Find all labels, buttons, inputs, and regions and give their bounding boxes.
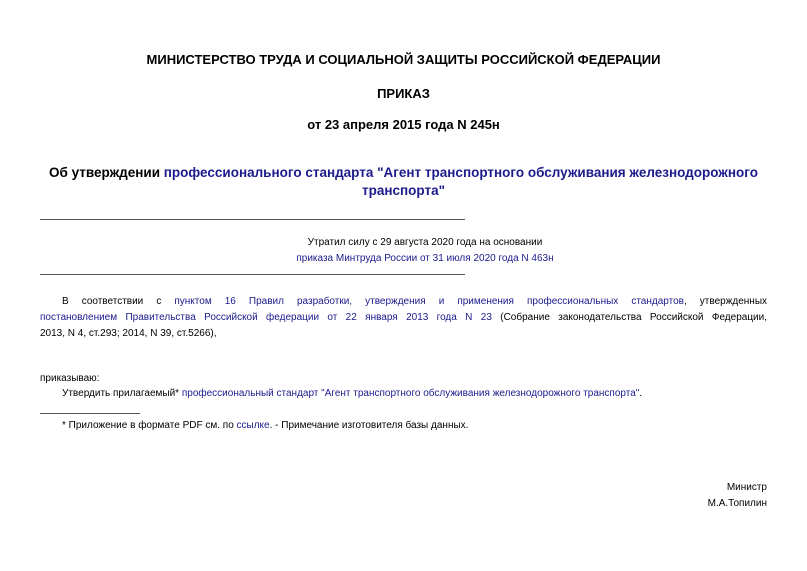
divider-top [40, 219, 465, 220]
footnote-divider [40, 413, 140, 414]
paragraph-line1: В соответствии с пунктом 16 Правил разработки, утверждения и применения профессиональных стандартов, утвержденных [62, 296, 768, 307]
document-title-line1 [0, 164, 807, 182]
repeal-order-link[interactable]: приказа Минтруда России от 31 июля 2020 года N 463н [296, 253, 554, 264]
title-prefix: Об утверждении [49, 165, 164, 180]
decree-word: приказываю: [40, 373, 100, 384]
standard-title-link[interactable]: профессионального стандарта "Агент транспортного обслуживания железнодорожного [163, 165, 758, 180]
signature-block [708, 480, 767, 512]
paragraph-line3: 2013, N 4, ст.293; 2014, N 39, ст.5266), [40, 328, 217, 339]
footnote: * Приложение в формате PDF см. по ссылке. - Примечание изготовителя базы данных. [62, 420, 469, 431]
paragraph-basis [40, 294, 767, 342]
expired-note [40, 235, 807, 267]
signature-position: Министр [726, 482, 767, 493]
approved-standard-link[interactable]: профессиональный стандарт "Агент транспортного обслуживания железнодорожного транспорта" [181, 388, 640, 399]
document-title-line2 [0, 182, 807, 200]
signature-name: М.А.Топилин [707, 498, 767, 509]
approve-paragraph: Утвердить прилагаемый* профессиональный стандарт "Агент транспортного обслуживания железнодорожного транспорта". [62, 388, 643, 399]
divider-bottom [40, 274, 465, 275]
expired-note-text: Утратил силу с 29 августа 2020 года на основании [307, 237, 543, 248]
order-label: ПРИКАЗ [377, 86, 430, 101]
government-decree-link[interactable]: постановлением Правительства Российской федерации от 22 января 2013 года N 23 [40, 312, 492, 323]
paragraph-line2: постановлением Правительства Российской федерации от 22 января 2013 года N 23 (Собрание законодательства Российской Федерации, [40, 312, 767, 323]
standard-title-link-cont[interactable]: транспорта" [361, 183, 446, 198]
order-date: от 23 апреля 2015 года N 245н [307, 117, 500, 132]
rules-link[interactable]: пунктом 16 Правил разработки, утверждения и применения профессиональных стандартов [174, 296, 684, 307]
pdf-link[interactable]: ссылке [236, 420, 270, 431]
document-title [0, 164, 807, 200]
ministry-heading: МИНИСТЕРСТВО ТРУДА И СОЦИАЛЬНОЙ ЗАЩИТЫ РОССИЙСКОЙ ФЕДЕРАЦИИ [146, 52, 661, 67]
